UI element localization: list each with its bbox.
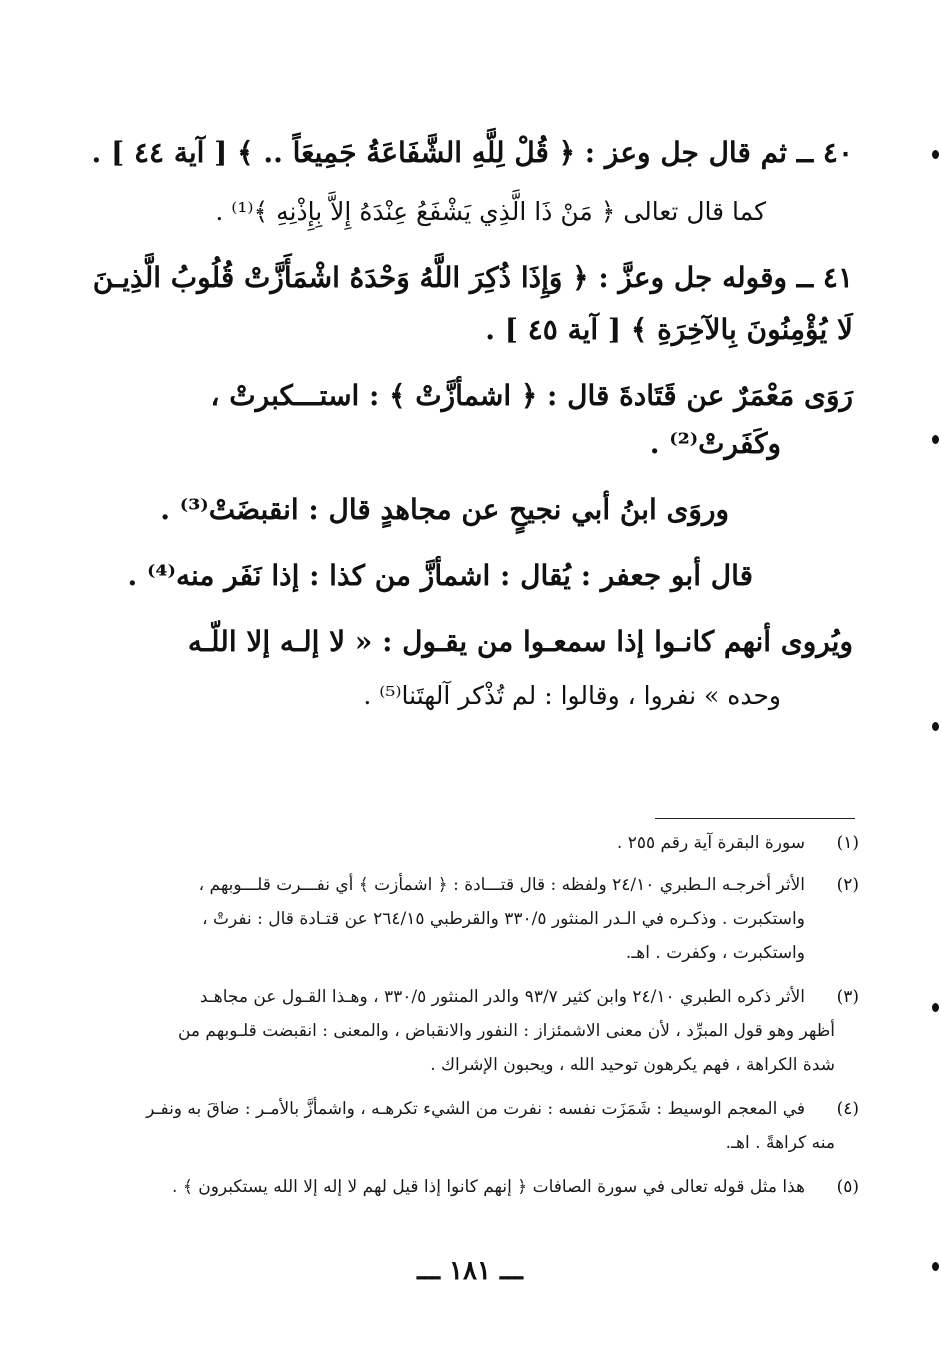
margin-mark [932, 1003, 939, 1012]
verse-40-quote-line: كما قال تعالى ﴿ مَنْ ذَا الَّذِي يَشْفَعُ عِنْدَهُ إِلاَّ بِإِذْنِهِ ﴾⁽¹⁾ . [215, 197, 766, 226]
footnote-number: (٤) [836, 1099, 859, 1119]
margin-mark [932, 722, 939, 731]
yurwa-line-2: وحده » نفروا ، وقالوا : لم تُذْكر آلهتَنا⁽⁵⁾ . [363, 681, 781, 710]
footnote-separator [655, 818, 855, 819]
page-number: ـــ ١٨١ ـــ [417, 1256, 523, 1286]
footnote-3-line-3: شدة الكراهة ، فهم يكرهون توحيد الله ، ويحبون الإشراك . [430, 1055, 835, 1075]
verse-41-line-1: ٤١ ــ وقوله جل وعزَّ : ﴿ وَإِذَا ذُكِرَ اللَّهُ وَحْدَهُ اشْمَأَزَّتْ قُلُوبُ الَّذِيـنَ [92, 261, 853, 294]
mamar-narration-line-2: وكَفَرتْ⁽²⁾ . [649, 427, 781, 460]
footnote-5-line-1: هذا مثل قوله تعالى في سورة الصافات ﴿ إنهم كانوا إذا قيل لهم لا إله إلا الله يستكبرون ﴾ . [172, 1177, 805, 1197]
abu-jafar-line: قال أبو جعفر : يُقال : اشمأزَّ من كذا : إذا نَفَر منه⁽⁴⁾ . [127, 559, 753, 592]
verse-41-line-2: لَا يُؤْمِنُونَ بِالآخِرَةِ ﴾ [ آية ٤٥ ] . [485, 313, 853, 346]
footnote-2-line-1: الأثر أخرجـه الـطبري ٢٤/١٠ ولفظه : قال قتـــادة : ﴿ اشمأزت ﴾ أي نفـــرت قلـــوبهم ، [198, 875, 805, 895]
footnote-1-line-1: سورة البقرة آية رقم ٢٥٥ . [616, 833, 805, 853]
mamar-narration-line-1: رَوَى مَعْمَرٌ عن قَتَادةَ قال : ﴿ اشمأزَّتْ ﴾ : استـــكبرتْ ، [210, 379, 853, 412]
footnote-4-line-2: منه كراهةً . اهـ. [725, 1133, 835, 1153]
verse-40-line: ٤٠ ــ ثم قال جل وعز : ﴿ قُلْ لِلَّهِ الشَّفَاعَةُ جَمِيعَاً .. ﴾ [ آية ٤٤ ] . [91, 136, 853, 169]
footnote-3-line-1: الأثر ذكره الطبري ٢٤/١٠ وابن كثير ٩٣/٧ والدر المنثور ٣٣٠/٥ ، وهـذا القـول عن مجاهـد [199, 987, 805, 1007]
margin-mark [932, 150, 939, 159]
footnote-3-line-2: أظهر وهو قول المبرِّد ، لأن معنى الاشمئزاز : النفور والانقباض ، والمعنى : انقبضت قلـوبهم من [177, 1021, 835, 1041]
footnote-2-line-2: واستكبرت . وذكـره في الـدر المنثور ٣٣٠/٥ والقرطبي ٢٦٤/١٥ عن قتـادة قال : نفرتْ ، [202, 909, 805, 929]
footnote-4-line-1: في المعجم الوسيط : شَمَزَت نفسه : نفرت من الشيء تكرهـه ، واشمأزَّ بالأمـر : ضاقَ به ونفـر [146, 1099, 805, 1119]
footnote-number: (١) [836, 833, 859, 853]
margin-mark [932, 1262, 939, 1271]
footnote-number: (٢) [836, 875, 859, 895]
margin-mark [932, 435, 939, 444]
footnote-number: (٣) [836, 987, 859, 1007]
footnote-number: (٥) [836, 1177, 859, 1197]
yurwa-line-1: ويُروى أنهم كانـوا إذا سمعـوا من يقـول : « لا إلـه إلا اللّـه [187, 625, 853, 658]
najih-narration-line: وروَى ابنُ أبي نجيحٍ عن مجاهدٍ قال : انقبضَتْ⁽³⁾ . [160, 493, 729, 526]
footnote-2-line-3: واستكبرت ، وكفرت . اهـ. [625, 943, 805, 963]
